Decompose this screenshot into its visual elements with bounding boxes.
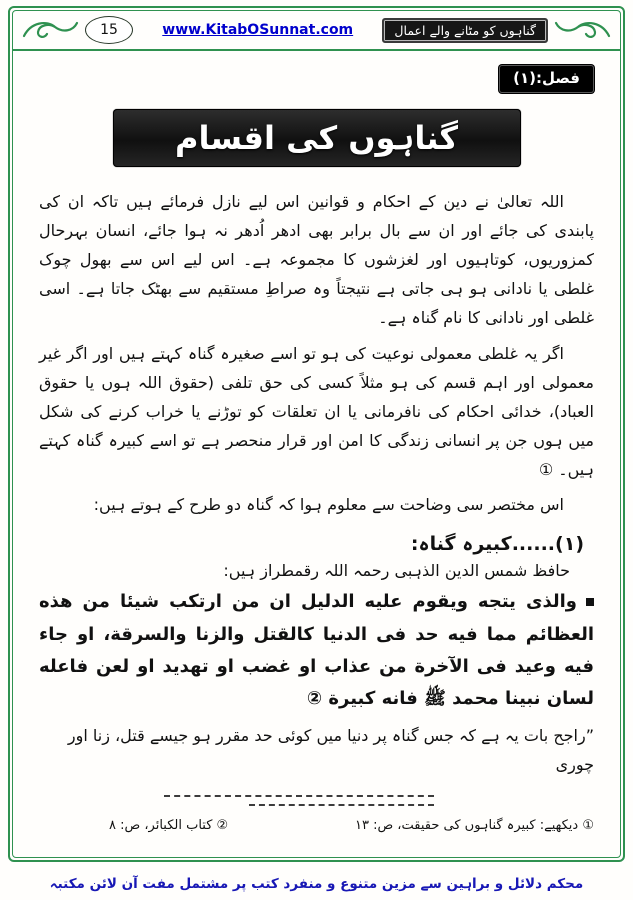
scroll-ornament-right-icon <box>554 18 612 42</box>
page-header <box>13 11 620 51</box>
page-border-frame <box>8 6 625 862</box>
main-title-banner <box>113 109 521 167</box>
paragraph-summary: اس مختصر سی وضاحت سے معلوم ہوا کہ گناہ دو طرح کے ہوتے ہیں: <box>93 495 564 515</box>
translation-line: ”راجح بات یہ ہے کہ جس گناہ پر دنیا میں کوئی حد مقرر ہو جیسے قتل، زنا اور چوری <box>67 725 594 774</box>
chapter-label: فصل:(۱) <box>499 65 594 93</box>
scroll-ornament-left-icon <box>21 18 79 42</box>
page-number-badge: 15 <box>85 16 133 44</box>
header-title-banner <box>382 18 548 43</box>
footnote-2: ② کتاب الکبائر، ص: ۸ <box>109 818 229 834</box>
paragraph-intro: اللہ تعالیٰ نے دین کے احکام و قوانین اس لیے نازل فرمائے ہیں تاکہ ان کی پابندی کی جائے اور ان سے بال برابر بھی ادھر اُدھر نہ ہوا جائے، انسان بہرحال کمزوریوں، کوتاہیوں اور لغزشوں کا مجموعہ ہے۔ اس لیے اس سے بھول چوک غلطی یا نادانی ہو ہی جاتی ہے نتیجتاً وہ صراطِ مستقیم سے بھٹک جاتا ہے۔ اسی غلطی اور نادانی کا نام گناہ ہے۔ <box>39 192 594 328</box>
footer-text: محکم دلائل و براہین سے مزین متنوع و منفرد کتب پر مشتمل مفت آن لائن مکتبہ <box>49 876 584 892</box>
arabic-quote-text: والذی یتجه ویقوم علیه الدلیل ان من ارتکب شیئا من هذه العظائم مما فیه حد فی الدنیا کالقتل والزنا والسرقة، او جاء فیه وعید فی الآخرة من عذاب او غضب او تهدید او لعن فاعله لسان نبینا محمد ﷺ فانه کبیرة ② <box>39 591 594 710</box>
footnote-separator-2 <box>249 804 434 806</box>
footnotes-row <box>39 818 594 833</box>
footnote-1: ① دیکھیے: کبیرہ گناہوں کی حقیقت، ص: ۱۳ <box>354 818 594 834</box>
website-link[interactable]: www.KitabOSunnat.com <box>162 22 354 38</box>
header-banner-text: گناہوں کو مٹانے والے اعمال <box>394 22 536 38</box>
footnote-separator-1 <box>164 795 434 797</box>
arabic-quote <box>39 586 594 716</box>
attribution-line: حافظ شمس الدین الذہبی رحمہ اللہ رقمطراز ہیں: <box>223 561 570 581</box>
main-title-text: گناہوں کی اقسام <box>174 119 459 157</box>
paragraph-sin-types: اگر یہ غلطی معمولی نوعیت کی ہو تو اسے صغیرہ گناہ کہتے ہیں اور اگر غیر معمولی اور اہم قسم کی ہو مثلاً کسی کی حق تلفی (حقوق اللہ ہوں یا حقوق العباد)، خدائی احکام کی نافرمانی یا ان تعلقات کو توڑنے یا خراب کرنے کی شکل میں ہوں جن پر انسانی زندگی کا امن اور قرار منحصر ہے تو اسے کبیرہ گناہ کہتے ہیں۔ ① <box>39 343 594 479</box>
page-content <box>13 65 620 833</box>
square-bullet-icon <box>586 598 594 606</box>
page-border-frame-inner <box>12 10 621 858</box>
section-heading-kabira: (۱)......کبیرہ گناہ: <box>410 533 584 556</box>
